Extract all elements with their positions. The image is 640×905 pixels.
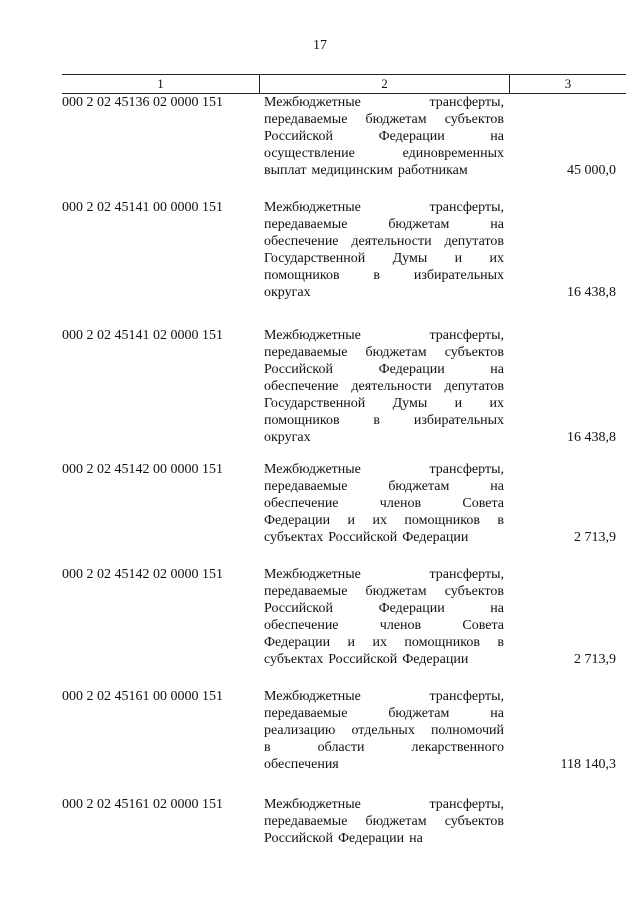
word: Федерации bbox=[338, 831, 405, 846]
description-line bbox=[264, 705, 504, 722]
description-line bbox=[264, 162, 504, 179]
word: Межбюджетные bbox=[264, 689, 361, 704]
word: субъектах bbox=[264, 530, 324, 545]
word: передаваемые bbox=[264, 479, 348, 494]
word: в bbox=[373, 413, 381, 428]
column-header-2: 2 bbox=[381, 76, 388, 91]
description-line bbox=[264, 429, 504, 446]
word: осуществление bbox=[264, 146, 355, 161]
description-line bbox=[264, 327, 504, 344]
word: помощников bbox=[404, 513, 480, 528]
word: избирательных bbox=[413, 413, 504, 428]
word: Федерации bbox=[402, 530, 469, 545]
word: помощников bbox=[264, 413, 340, 428]
word: помощников bbox=[264, 268, 340, 283]
word: работникам bbox=[397, 163, 468, 178]
page-number: 17 bbox=[313, 38, 327, 53]
word: депутатов bbox=[444, 234, 504, 249]
word: депутатов bbox=[444, 379, 504, 394]
description-line bbox=[264, 688, 504, 705]
description-line bbox=[264, 284, 504, 301]
word: на bbox=[490, 479, 504, 494]
word: Думы bbox=[392, 396, 428, 411]
description-line bbox=[264, 145, 504, 162]
description-line bbox=[264, 813, 504, 830]
description-line bbox=[264, 512, 504, 529]
word: трансферты, bbox=[429, 200, 504, 215]
word: субъектов bbox=[444, 814, 504, 829]
word: передаваемые bbox=[264, 814, 348, 829]
word: и bbox=[347, 635, 356, 650]
word: области bbox=[317, 740, 365, 755]
description-line bbox=[264, 94, 504, 111]
word: округах bbox=[264, 285, 311, 300]
description bbox=[264, 461, 504, 546]
word: обеспечение bbox=[264, 379, 339, 394]
word: Федерации bbox=[378, 129, 445, 144]
description bbox=[264, 94, 504, 179]
word: бюджетам bbox=[388, 217, 450, 232]
word: на bbox=[409, 831, 423, 846]
amount: 118 140,3 bbox=[560, 757, 616, 772]
word: Межбюджетные bbox=[264, 462, 361, 477]
description-line bbox=[264, 412, 504, 429]
word: Межбюджетные bbox=[264, 328, 361, 343]
word: Федерации bbox=[264, 635, 331, 650]
description-line bbox=[264, 233, 504, 250]
description-line bbox=[264, 267, 504, 284]
description-line bbox=[264, 461, 504, 478]
amount: 16 438,8 bbox=[567, 285, 616, 300]
word: субъектов bbox=[444, 112, 504, 127]
word: на bbox=[490, 706, 504, 721]
word: на bbox=[490, 362, 504, 377]
description-line bbox=[264, 617, 504, 634]
word: Российской bbox=[328, 530, 398, 545]
word: Федерации bbox=[402, 652, 469, 667]
word: на bbox=[490, 601, 504, 616]
word: бюджетам bbox=[365, 584, 427, 599]
description-line bbox=[264, 478, 504, 495]
description-line bbox=[264, 199, 504, 216]
word: бюджетам bbox=[365, 112, 427, 127]
word: и bbox=[347, 513, 356, 528]
word: единовременных bbox=[402, 146, 504, 161]
amount: 16 438,8 bbox=[567, 430, 616, 445]
word: и bbox=[454, 396, 463, 411]
word: обеспечение bbox=[264, 496, 339, 511]
description-line bbox=[264, 651, 504, 668]
budget-code: 000 2 02 45141 00 0000 151 bbox=[62, 200, 223, 215]
word: помощников bbox=[404, 635, 480, 650]
word: Российской bbox=[264, 831, 333, 846]
word: Российской bbox=[264, 362, 333, 377]
budget-code: 000 2 02 45161 02 0000 151 bbox=[62, 797, 223, 812]
description bbox=[264, 566, 504, 668]
word: их bbox=[489, 396, 504, 411]
budget-code: 000 2 02 45142 00 0000 151 bbox=[62, 462, 223, 477]
word: Совета bbox=[462, 496, 504, 511]
word: Межбюджетные bbox=[264, 567, 361, 582]
word: передаваемые bbox=[264, 345, 348, 360]
word: Федерации bbox=[378, 362, 445, 377]
word: лекарственного bbox=[411, 740, 504, 755]
description bbox=[264, 688, 504, 773]
word: трансферты, bbox=[429, 567, 504, 582]
word: округах bbox=[264, 430, 311, 445]
column-header-3: 3 bbox=[564, 76, 572, 91]
word: обеспечения bbox=[264, 757, 339, 772]
word: членов bbox=[379, 618, 422, 633]
description-line bbox=[264, 128, 504, 145]
word: передаваемые bbox=[264, 112, 348, 127]
word: Государственной bbox=[264, 396, 366, 411]
description-line bbox=[264, 529, 504, 546]
word: в bbox=[497, 513, 504, 528]
word: передаваемые bbox=[264, 584, 348, 599]
word: передаваемые bbox=[264, 217, 348, 232]
description-line bbox=[264, 361, 504, 378]
word: Межбюджетные bbox=[264, 200, 361, 215]
description-line bbox=[264, 830, 504, 847]
word: Межбюджетные bbox=[264, 797, 361, 812]
word: в bbox=[264, 740, 271, 755]
word: Российской bbox=[264, 129, 333, 144]
word: их bbox=[372, 635, 387, 650]
description-line bbox=[264, 495, 504, 512]
word: трансферты, bbox=[429, 797, 504, 812]
word: субъектах bbox=[264, 652, 324, 667]
word: Федерации bbox=[378, 601, 445, 616]
description-line bbox=[264, 111, 504, 128]
word: обеспечение bbox=[264, 234, 339, 249]
description-line bbox=[264, 216, 504, 233]
budget-code: 000 2 02 45136 02 0000 151 bbox=[62, 95, 223, 110]
word: в bbox=[497, 635, 504, 650]
word: трансферты, bbox=[429, 689, 504, 704]
description bbox=[264, 327, 504, 446]
table-header bbox=[62, 74, 626, 94]
word: трансферты, bbox=[429, 462, 504, 477]
word: их bbox=[372, 513, 387, 528]
word: Российской bbox=[328, 652, 398, 667]
description-line bbox=[264, 739, 504, 756]
budget-code: 000 2 02 45161 00 0000 151 bbox=[62, 689, 223, 704]
description-line bbox=[264, 756, 504, 773]
word: избирательных bbox=[413, 268, 504, 283]
word: полномочий bbox=[430, 723, 504, 738]
word: Межбюджетные bbox=[264, 95, 361, 110]
description-line bbox=[264, 344, 504, 361]
word: и bbox=[454, 251, 463, 266]
amount: 2 713,9 bbox=[574, 530, 616, 545]
word: медицинским bbox=[311, 163, 393, 178]
description-line bbox=[264, 378, 504, 395]
word: трансферты, bbox=[429, 328, 504, 343]
word: Российской bbox=[264, 601, 333, 616]
description-line bbox=[264, 796, 504, 813]
description-line bbox=[264, 634, 504, 651]
word: передаваемые bbox=[264, 706, 348, 721]
budget-code: 000 2 02 45142 02 0000 151 bbox=[62, 567, 223, 582]
description-line bbox=[264, 250, 504, 267]
word: субъектов bbox=[444, 584, 504, 599]
word: Думы bbox=[392, 251, 428, 266]
word: выплат bbox=[264, 163, 307, 178]
budget-code: 000 2 02 45141 02 0000 151 bbox=[62, 328, 223, 343]
word: бюджетам bbox=[388, 479, 450, 494]
description bbox=[264, 796, 504, 847]
word: деятельности bbox=[351, 234, 432, 249]
amount: 45 000,0 bbox=[567, 163, 616, 178]
description bbox=[264, 199, 504, 301]
word: Совета bbox=[462, 618, 504, 633]
amount: 2 713,9 bbox=[574, 652, 616, 667]
word: реализацию bbox=[264, 723, 336, 738]
word: членов bbox=[379, 496, 422, 511]
column-header-1: 1 bbox=[157, 76, 164, 91]
word: на bbox=[490, 217, 504, 232]
word: в bbox=[373, 268, 381, 283]
word: на bbox=[490, 129, 504, 144]
word: трансферты, bbox=[429, 95, 504, 110]
description-line bbox=[264, 395, 504, 412]
word: отдельных bbox=[351, 723, 415, 738]
description-line bbox=[264, 600, 504, 617]
word: субъектов bbox=[444, 345, 504, 360]
word: бюджетам bbox=[365, 345, 427, 360]
word: бюджетам bbox=[365, 814, 427, 829]
word: деятельности bbox=[351, 379, 432, 394]
word: Государственной bbox=[264, 251, 366, 266]
description-line bbox=[264, 722, 504, 739]
description-line bbox=[264, 566, 504, 583]
description-line bbox=[264, 583, 504, 600]
word: их bbox=[489, 251, 504, 266]
word: бюджетам bbox=[388, 706, 450, 721]
word: Федерации bbox=[264, 513, 331, 528]
word: обеспечение bbox=[264, 618, 339, 633]
